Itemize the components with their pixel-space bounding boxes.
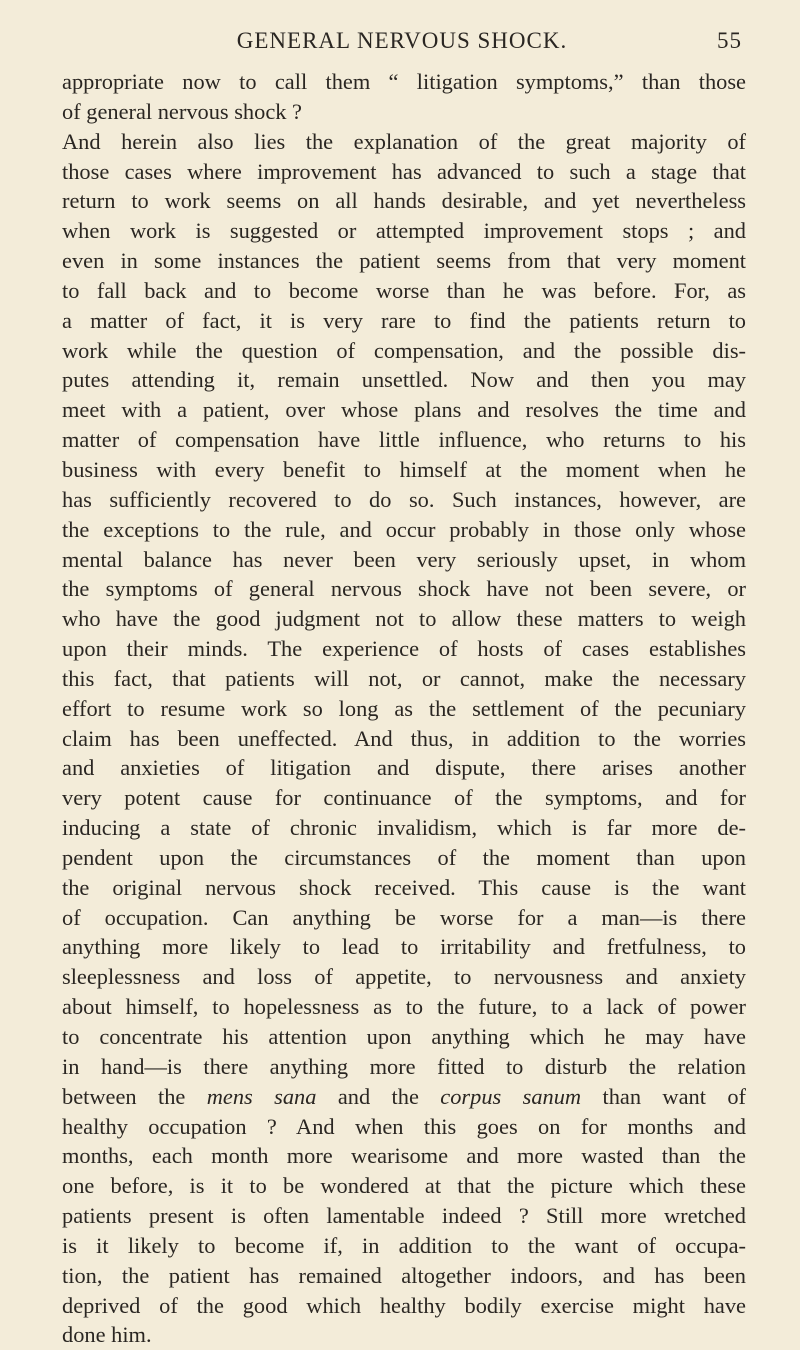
text-line: [62, 843, 746, 873]
text-segment: is it likely to become if, in addition to the want of occupa-: [62, 1232, 746, 1258]
text-segment: pendent upon the circumstances of the moment than upon: [62, 844, 746, 870]
text-line: [62, 395, 746, 425]
text-segment: the symptoms of general nervous shock have not been severe, or: [62, 576, 746, 602]
text-line: [62, 873, 746, 903]
text-segment: one before, is it to be wondered at that the picture which these: [62, 1173, 746, 1199]
text-line: [62, 455, 746, 485]
text-segment: claim has been uneffected. And thus, in addition to the worries: [62, 725, 746, 751]
text-line: [62, 753, 746, 783]
text-segment: return to work seems on all hands desirable, and yet nevertheless: [62, 188, 746, 214]
text-line: [62, 813, 746, 843]
text-segment: and anxieties of litigation and dispute, there arises another: [62, 755, 746, 781]
text-segment: who have the good judgment not to allow these matters to weigh: [62, 606, 746, 632]
text-segment: to fall back and to become worse than he was before. For, as: [62, 277, 746, 303]
text-line: [62, 515, 746, 545]
text-segment: has sufficiently recovered to do so. Such instances, however, are: [62, 486, 746, 512]
text-line: [62, 545, 746, 575]
text-segment: business with every benefit to himself at the moment when he: [62, 456, 746, 482]
text-line: [62, 932, 746, 962]
text-line: [62, 1231, 746, 1261]
text-line: [62, 485, 746, 515]
text-segment: deprived of the good which healthy bodily exercise might have: [62, 1292, 746, 1318]
text-segment: to concentrate his attention upon anything which he may have: [62, 1024, 746, 1049]
text-segment: between the: [62, 1083, 207, 1109]
page-header: [62, 28, 742, 58]
text-line: [62, 336, 746, 366]
text-segment: healthy occupation ? And when this goes on for months and: [62, 1113, 746, 1139]
text-line: [62, 1052, 746, 1082]
text-segment: even in some instances the patient seems from that very moment: [62, 248, 746, 274]
text-line: [62, 574, 746, 604]
text-segment: work while the question of compensation, and the possible dis-: [62, 337, 746, 363]
text-line: [62, 365, 746, 395]
text-segment: a matter of fact, it is very rare to find the patients return to: [62, 307, 746, 333]
body-text: [62, 67, 746, 1350]
italic-phrase: mens sana: [206, 1083, 317, 1109]
text-segment: putes attending it, remain unsettled. Now and then you may: [62, 367, 746, 393]
text-segment: tion, the patient has remained altogether indoors, and has been: [62, 1262, 746, 1288]
text-segment: and the: [316, 1083, 441, 1109]
text-line: [62, 246, 746, 276]
text-line: [62, 694, 746, 724]
text-segment: sleeplessness and loss of appetite, to nervousness and anxiety: [62, 964, 746, 990]
text-line: [62, 306, 746, 336]
text-line: [62, 97, 746, 127]
running-head: GENERAL NERVOUS SHOCK.: [236, 28, 568, 53]
text-line: [62, 186, 746, 216]
text-segment: this fact, that patients will not, or cannot, make the necessary: [62, 665, 746, 691]
text-segment: And herein also lies the explanation of the great majority of: [62, 128, 746, 154]
text-segment: upon their minds. The experience of hosts of cases establishes: [62, 636, 746, 662]
text-line: [62, 1261, 746, 1291]
text-segment: when work is suggested or attempted improvement stops ; and: [62, 218, 746, 244]
text-segment: matter of compensation have little influence, who returns to his: [62, 427, 746, 453]
text-segment: in hand—is there anything more fitted to disturb the relation: [62, 1053, 746, 1079]
text-segment: anything more likely to lead to irritability and fretfulness, to: [62, 934, 746, 960]
text-segment: inducing a state of chronic invalidism, which is far more de-: [62, 815, 746, 841]
text-line: [62, 664, 746, 694]
text-line: [62, 962, 746, 992]
text-line: [62, 276, 746, 306]
text-line: [62, 604, 746, 634]
text-segment: the exceptions to the rule, and occur probably in those only whose: [62, 516, 746, 542]
text-segment: mental balance has never been very seriously upset, in whom: [62, 546, 746, 572]
text-segment: appropriate now to call them “ litigation symptoms,” than those: [62, 69, 746, 94]
text-line: [62, 992, 746, 1022]
text-segment: patients present is often lamentable indeed ? Still more wretched: [62, 1203, 746, 1229]
text-line: [62, 216, 746, 246]
text-line: [62, 1201, 746, 1231]
text-line: [62, 127, 746, 157]
text-line: [62, 903, 746, 933]
page-number: 55: [717, 28, 742, 53]
text-line: [62, 1082, 746, 1112]
text-segment: of general nervous shock ?: [62, 98, 302, 124]
text-line: [62, 1320, 746, 1350]
text-segment: done him.: [62, 1322, 152, 1348]
text-line: [62, 783, 746, 813]
text-segment: the original nervous shock received. This cause is the want: [62, 874, 746, 900]
italic-phrase: corpus sanum: [440, 1083, 582, 1109]
text-line: [62, 425, 746, 455]
text-segment: months, each month more wearisome and more wasted than the: [62, 1143, 746, 1169]
text-line: [62, 1141, 746, 1171]
text-line: [62, 1171, 746, 1201]
text-line: [62, 724, 746, 754]
text-line: [62, 1291, 746, 1321]
text-line: [62, 67, 746, 97]
text-segment: meet with a patient, over whose plans and resolves the time and: [62, 397, 746, 423]
text-line: [62, 1112, 746, 1142]
text-line: [62, 1022, 746, 1052]
text-line: [62, 157, 746, 187]
text-segment: effort to resume work so long as the settlement of the pecuniary: [62, 695, 746, 721]
text-line: [62, 634, 746, 664]
text-segment: of occupation. Can anything be worse for a man—is there: [62, 904, 746, 930]
text-segment: those cases where improvement has advanced to such a stage that: [62, 158, 746, 184]
text-segment: than want of: [581, 1083, 746, 1109]
text-segment: about himself, to hopelessness as to the future, to a lack of power: [62, 994, 746, 1020]
text-segment: very potent cause for continuance of the symptoms, and for: [62, 785, 746, 811]
